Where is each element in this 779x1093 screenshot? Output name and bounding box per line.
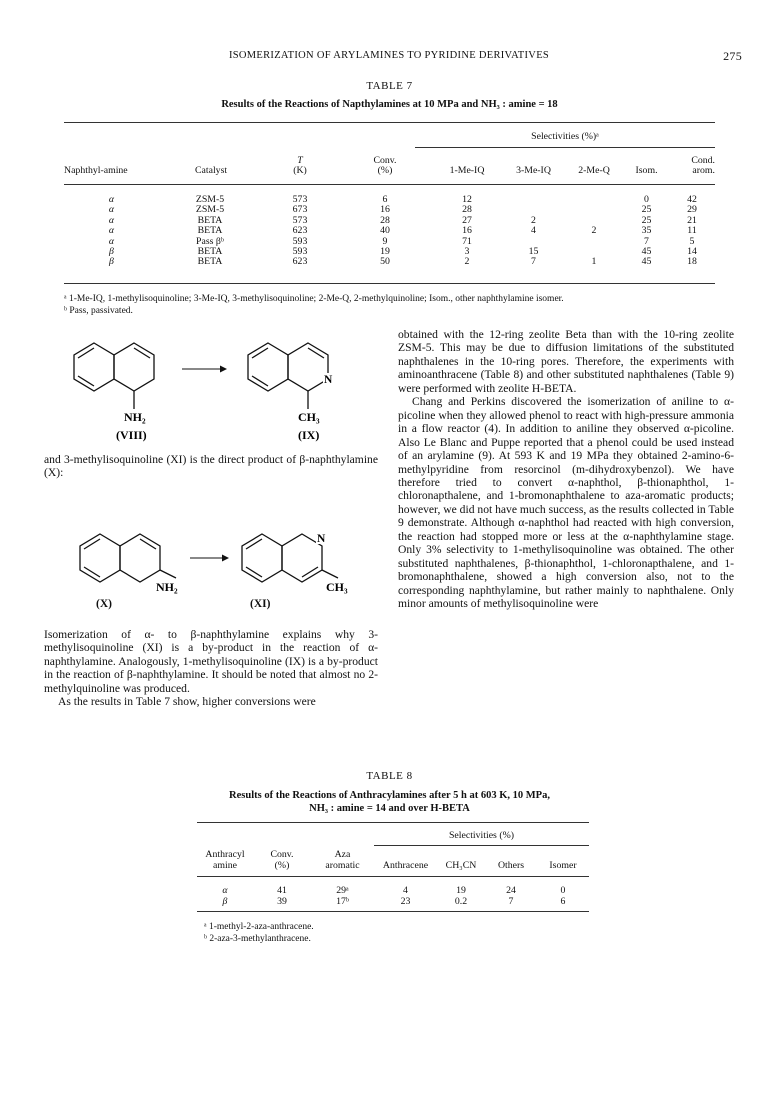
table-row: [197, 896, 589, 907]
beta-naphthylamine-structure: [80, 534, 176, 582]
table-cell: 42: [687, 194, 697, 205]
table-cell: ZSM-5: [195, 194, 225, 205]
table-cell: α: [108, 214, 115, 226]
table-cell: 41: [277, 885, 287, 896]
table-cell: α: [108, 204, 115, 216]
table-cell: 9: [382, 235, 388, 247]
scheme2-left-substituent: NH₂: [156, 580, 178, 594]
table7-spanner: Selectivities (%)ᵃ: [531, 131, 599, 142]
table-cell: 16: [380, 204, 390, 216]
table-cell: 15: [528, 246, 539, 258]
table8-header-cell: Isomer: [549, 860, 577, 871]
left-paragraph-3: As the results in Table 7 show, higher conversions were: [58, 695, 316, 709]
table-cell: 673: [292, 204, 308, 216]
table-cell: 593: [292, 246, 308, 258]
table-cell: BETA: [197, 225, 223, 237]
right-paragraph-1: obtained with the 12-ring zeolite Beta than with the 10-ring zeolite ZSM-5. This may be due to diffusion limitations of the substituted naphthalenes in the 10-ring pores. Therefore, the experiments with aminoanthracene (Table 8) and other substituted naphthalenes (Table 9) were performed with zeolite H-BETA.: [398, 328, 734, 395]
scheme2-right-substituent: CH₃: [326, 580, 348, 594]
table-cell: BETA: [197, 246, 223, 258]
table-cell: α: [222, 885, 228, 896]
table8-top-rule: [197, 822, 589, 823]
table-row: [64, 257, 715, 267]
scheme1-ring-n: N: [324, 374, 333, 386]
table-cell: 17ᵇ: [336, 896, 349, 907]
table-cell: α: [108, 225, 115, 237]
table8-bottom-rule: [197, 911, 589, 912]
table-cell: β: [222, 896, 228, 907]
left-column-top: [44, 453, 378, 480]
table-cell: BETA: [197, 256, 223, 268]
table-cell: 19: [380, 246, 390, 258]
table-cell: 593: [292, 235, 308, 247]
table7-spanner-rule: [415, 147, 715, 148]
table8-header-cell: CH₃CN: [445, 860, 477, 871]
table-cell: 28: [462, 204, 472, 216]
table-cell: 21: [687, 214, 697, 226]
table-cell: 4: [531, 225, 536, 237]
table8-footnote-b: ᵇ 2-aza-3-methylanthracene.: [204, 934, 311, 944]
table7-header-cell: Cond.: [691, 155, 715, 166]
table-cell: 27: [462, 214, 472, 226]
table7-header-cell: 3-Me-IQ: [516, 165, 551, 177]
table-cell: 1: [591, 256, 597, 268]
table-cell: [564, 237, 624, 247]
table-cell: 28: [380, 214, 390, 226]
table8-header-cell: Conv.: [270, 849, 294, 860]
table-cell: 25: [641, 204, 652, 216]
table7-body: [64, 195, 715, 268]
scheme2-ring-n: N: [317, 533, 326, 545]
table-cell: 573: [292, 194, 308, 205]
table7-header-cell: T: [297, 155, 303, 166]
table-cell: β: [109, 256, 114, 268]
table8-footnote-a: ᵃ 1-methyl-2-aza-anthracene.: [204, 922, 314, 932]
left-column-bottom: [44, 628, 378, 709]
scheme1-right-label: (IX): [298, 428, 320, 442]
table8-header-cell: Aza: [334, 849, 351, 860]
table-cell: [564, 205, 624, 215]
table7-footnotes: [64, 293, 754, 317]
scheme2-arrow: [190, 555, 229, 562]
table8-label: TABLE 8: [366, 770, 413, 782]
table-cell: β: [109, 246, 114, 258]
table8-spanner-rule: [374, 845, 589, 846]
table-cell: 39: [277, 896, 287, 907]
table7-header-cell: 2-Me-Q: [578, 165, 610, 177]
table-cell: 23: [400, 896, 411, 907]
table-cell: 25: [641, 214, 652, 226]
table-cell: 2: [591, 225, 597, 237]
table-cell: [564, 195, 624, 205]
table-cell: 35: [641, 225, 652, 237]
table-cell: 7: [531, 256, 536, 268]
table8-body: [197, 885, 589, 907]
table8-header: [197, 849, 589, 871]
table8-caption-line-2: NH₃ : amine = 14 and over H-BETA: [309, 803, 470, 814]
table-cell: α: [108, 194, 115, 205]
table-cell: ZSM-5: [195, 204, 225, 216]
table-cell: 623: [292, 256, 308, 268]
table7-header-cell: Naphthyl-amine: [64, 165, 128, 177]
table8-head-rule: [197, 876, 589, 877]
table8-header-cell: amine: [213, 860, 237, 871]
scheme1-arrow: [182, 366, 227, 373]
table-cell: 7: [508, 896, 514, 907]
table-cell: 12: [462, 194, 472, 205]
table-cell: 0.2: [454, 896, 468, 907]
table7-bottom-rule: [64, 283, 715, 284]
table-cell: 11: [687, 225, 697, 237]
table7-header-cell: Catalyst: [195, 165, 228, 177]
table-cell: α: [108, 235, 115, 247]
table-cell: 5: [689, 235, 695, 247]
table-cell: 7: [644, 235, 649, 247]
table7-top-rule: [64, 122, 715, 123]
table-row: [64, 226, 715, 236]
scheme1-left-label: (VIII): [116, 428, 147, 442]
isoquinoline-structure: [248, 343, 328, 409]
table-cell: 19: [456, 885, 466, 896]
table-cell: 16: [462, 225, 472, 237]
naphthylamine-structure: [74, 343, 154, 409]
page-number: 275: [723, 49, 742, 63]
table7-header-cell: Conv.: [373, 155, 397, 166]
table-row: [197, 885, 589, 896]
table-cell: 6: [560, 896, 566, 907]
running-title: ISOMERIZATION OF ARYLAMINES TO PYRIDINE DERIVATIVES: [228, 50, 550, 61]
table-cell: 4: [403, 885, 408, 896]
table8-header-cell: Anthracene: [382, 860, 429, 871]
table8-header-cell: Others: [497, 860, 525, 871]
table-cell: 623: [292, 225, 308, 237]
table7-footnote-b: ᵇ Pass, passivated.: [64, 306, 133, 316]
table7-footnote-a: ᵃ 1-Me-IQ, 1-methylisoquinoline; 3-Me-IQ, 3-methylisoquinoline; 2-Me-Q, 2-methylquinoline; Isom., other naphthylamine isomer.: [64, 294, 564, 304]
table-cell: 71: [462, 235, 472, 247]
table-cell: 29ᵃ: [336, 885, 349, 896]
table-cell: BETA: [197, 214, 223, 226]
left-paragraph-1: and 3-methylisoquinoline (XI) is the direct product of β-naphthylamine (X):: [44, 453, 378, 480]
table-cell: 29: [687, 204, 697, 216]
table-cell: 14: [687, 246, 697, 258]
table-cell: Pass βᵇ: [196, 235, 224, 247]
table-cell: 0: [560, 885, 566, 896]
table-cell: 3: [464, 246, 470, 258]
scheme2-left-label: (X): [96, 598, 112, 610]
scheme1-left-substituent: NH₂: [124, 410, 146, 424]
scheme1-right-substituent: CH₃: [298, 410, 320, 424]
left-paragraph-2: Isomerization of α- to β-naphthylamine explains why 3-methylisoquinoline (XI) is a by-product in the reaction of α-naphthylamine. Analogously, 1-methylisoquinoline (IX) is a by-product in the reaction of β-naphthylamine. It should be noted that almost no 2-methylquinoline was produced.: [44, 628, 378, 695]
table7-header-cell: (%): [377, 165, 393, 177]
table-cell: 24: [506, 885, 516, 896]
table8-caption-line-1: Results of the Reactions of Anthracylamines after 5 h at 603 K, 10 MPa,: [229, 790, 550, 801]
table8-header-cell: Anthracyl: [205, 849, 245, 860]
table-cell: 2: [464, 256, 470, 268]
table7-header-cell: Isom.: [635, 165, 658, 177]
table8-header-cell: (%): [274, 860, 290, 871]
table-cell: 573: [292, 214, 308, 226]
table-cell: 2: [531, 214, 536, 226]
table8-footnotes: [204, 921, 584, 945]
scheme2-right-label: (XI): [250, 598, 271, 610]
table7-label: TABLE 7: [366, 80, 413, 92]
table7-header-cell: 1-Me-IQ: [449, 165, 485, 177]
right-column: [398, 328, 734, 611]
table-cell: [503, 195, 564, 205]
table8-header-bottom: [197, 860, 589, 871]
table-cell: 45: [641, 256, 652, 268]
table7-head-rule: [64, 184, 715, 185]
table-cell: 18: [687, 256, 697, 268]
table8-header-cell: aromatic: [325, 860, 360, 871]
table-cell: 45: [641, 246, 652, 258]
table8-header-top: [197, 849, 589, 860]
table7-header-cell: arom.: [692, 165, 715, 177]
table7-caption: Results of the Reactions of Napthylamines at 10 MPa and NH₃ : amine = 18: [221, 99, 558, 110]
table7-header-cell: (K): [293, 165, 307, 177]
table8-spanner: Selectivities (%): [448, 830, 515, 841]
right-paragraph-2: Chang and Perkins discovered the isomerization of aniline to α-picoline when they allowed phenol to react with high-pressure ammonia in a flow reactor (4). In addition to aniline they observed α-picoline. Also Le Blanc and Puppe reported that a phenol could be used instead of an arylamine (9). At 593 K and 19 MPa they obtained 2-amino-6-methylpyridine from resorcinol (m-dihydroxybenzol). We have therefore tried to convert α-naphthol, β-thionaphthol, 1-chloronapthalene, and 1-bromonaphthalene to aza-aromatic products; however, we did not have much success, as the results collected in Table 9 demonstrate. Although α-naphthol had reacted with high conversion, the reaction had stopped more or less at the α-naphthylamine stage. Only 3% selectivity to 1-methylisoquinoline was obtained. The other substituted naphthalenes, β-thionaphthol, 1-chloronapthalene, and 1-bromonaphthalene, showed a high conversion also, not to the corresponding naphthylamine, but rather mainly to naphthalene. Only minor amounts of methylisoquinoline were: [398, 395, 734, 611]
table7-header: [64, 156, 715, 177]
table7-header-bottom: [64, 166, 715, 176]
table-cell: 0: [644, 194, 649, 205]
scheme-viii-to-ix: [50, 325, 380, 445]
table-cell: 6: [382, 194, 388, 205]
table-cell: 50: [380, 256, 390, 268]
table-cell: 40: [380, 225, 390, 237]
